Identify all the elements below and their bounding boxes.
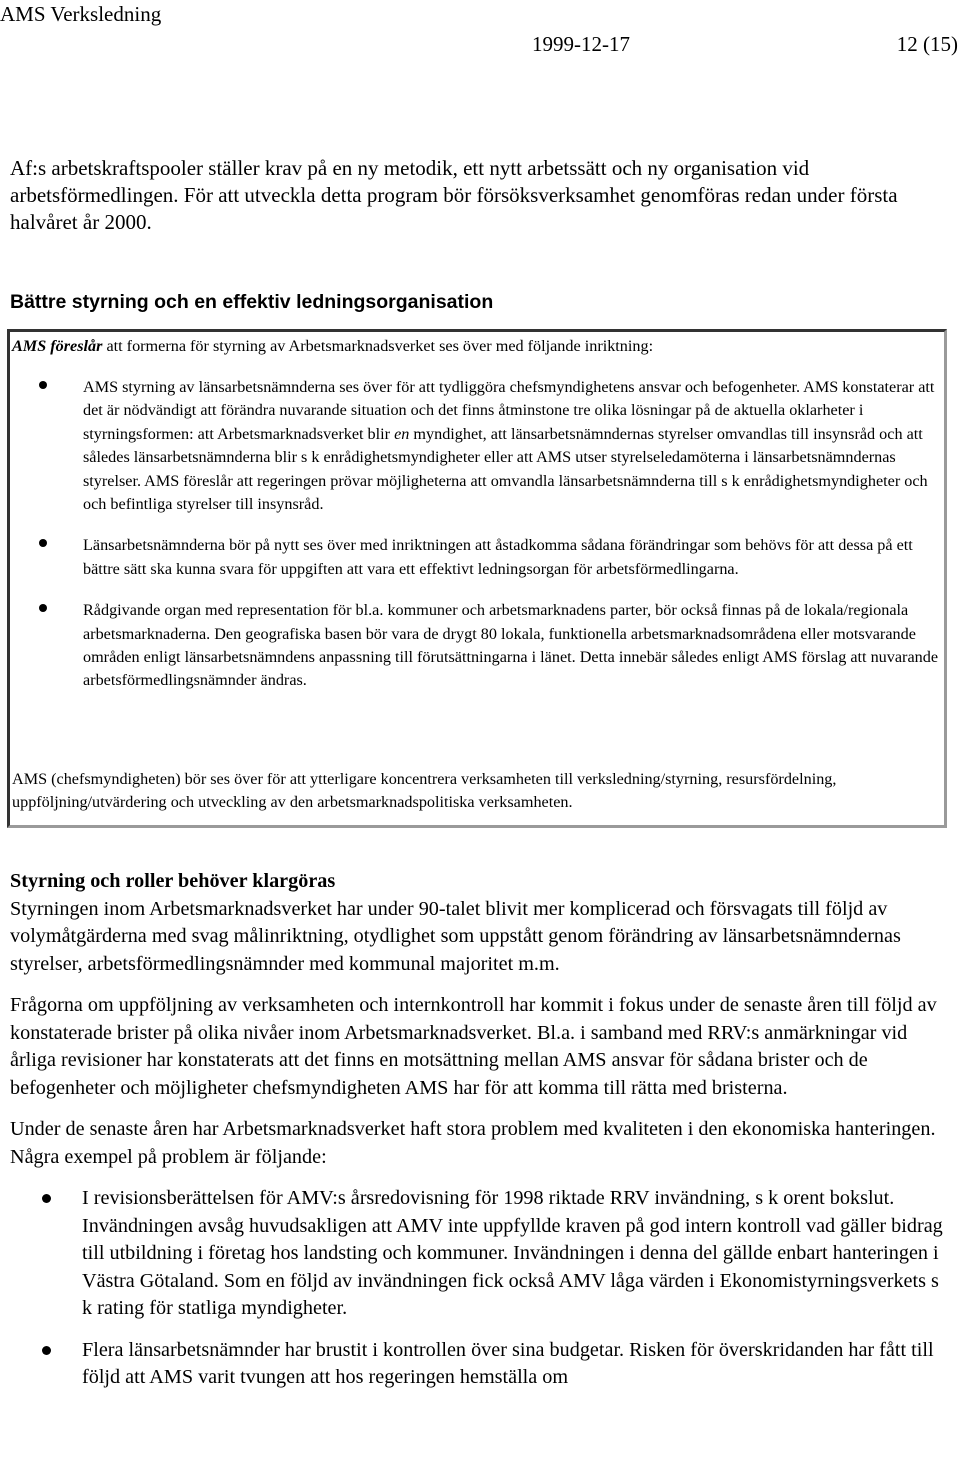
proposal-list xyxy=(10,376,940,711)
subsection-heading: Styrning och roller behöver klargöras xyxy=(10,870,336,892)
list-item xyxy=(10,1337,945,1392)
bullet-icon xyxy=(39,604,47,612)
page-header xyxy=(0,0,960,70)
paragraph: Under de senaste åren har Arbetsmarknadsverket haft stora problem med kvaliteten i den ekonomiska hanteringen. Några exempel på problem är följande: xyxy=(10,1118,936,1168)
list-item xyxy=(10,376,940,516)
bullet-icon xyxy=(42,1194,51,1203)
header-page-number: 12 (15) xyxy=(896,32,958,56)
box-lead-text: att formerna för styrning av Arbetsmarknadsverket ses över med följande inriktning: xyxy=(102,337,654,355)
box-lead xyxy=(12,335,653,358)
paragraph: Frågorna om uppföljning av verksamheten och internkontroll har kommit i fokus under de senaste åren till följd av konstaterade brister på olika nivåer inom Arbetsmarknadsverket. Bl.a. i samband med RRV:s anmärkningar vid årliga revisioner har konstaterats att det finns en motsättning mellan AMS ansvar för sådana brister och de befogenheter och möjligheter chefsmyndigheten AMS har för att komma till rätta med bristerna. xyxy=(10,994,937,1099)
list-item-emphasis: en xyxy=(394,424,410,443)
header-organization: AMS Verksledning xyxy=(0,2,162,26)
list-item xyxy=(10,534,940,581)
paragraph: Styrningen inom Arbetsmarknadsverket har under 90-talet blivit mer komplicerad och försvagats till följd av volymåtgärderna med svag målinriktning, otydlighet som uppstått genom förändring av länsarbetsnämndernas styrelser, arbetsförmedlingsnämnder med kommunal majoritet m.m. xyxy=(10,897,901,975)
proposal-box xyxy=(7,329,947,828)
list-item-text: Rådgivande organ med representation för bl.a. kommuner och arbetsmarknadens parter, bör också finnas på de lokala/regionala arbetsmarknaderna. Den geografiska basen bör vara de drygt 80 lokala, funktionella arbetsmarknadsområdena eller motsvarande områden enligt länsarbetsnämndens anpassning till förutsättningarna i länet. Detta innebär således enligt AMS förslag att nuvarande arbetsförmedlingsnämnder ändras. xyxy=(83,601,939,690)
list-item-text: Flera länsarbetsnämnder har brustit i kontrollen över sina budgetar. Risken för överskridanden har fått till följd att AMS varit tvungen att hos regeringen hemställa om xyxy=(82,1338,934,1388)
problem-list xyxy=(10,1185,945,1392)
bullet-icon xyxy=(39,539,47,547)
box-closing-text: AMS (chefsmyndigheten) bör ses över för att ytterligare koncentrera verksamheten till verksledning/styrning, resursfördelning, uppföljning/utvärdering och utveckling av den arbetsmarknadspolitiska verksamheten. xyxy=(12,770,837,812)
header-date: 1999-12-17 xyxy=(532,32,630,56)
list-item-text-start: AMS styrning av länsarbetsnämnderna ses över för att tydliggöra chefsmyndighetens ansvar och befogenheter. AMS konstaterar att det är nödvändigt att förändra nuvarande situation och det finns åtminstone tre olika lösningar på de aktuella oklarheter i styrningsformen: att Arbetsmarknadsverket blir xyxy=(83,378,935,443)
list-item-text-end: myndighet, att länsarbetsnämndernas styrelser omvandlas till insynsråd och att således länsarbetsnämnderna blir s k enrådighetsmyndigheter eller att AMS utser styrelseledamöterna i länsarbetsnämndernas styrelser. AMS föreslår att regeringen prövar möjligheterna att omvandla länsarbetsnämnderna till s k enrådighetsmyndigheter och och befintliga styrelser till insynsråd. xyxy=(83,424,928,514)
list-item-text: Länsarbetsnämnderna bör på nytt ses över med inriktningen att åstadkomma sådana förändringar som behövs för att dessa på ett bättre sätt ska kunna svara för uppgiften att vara ett effektivt ledningsorgan för arbetsförmedlingarna. xyxy=(83,536,913,578)
box-lead-emphasis: AMS föreslår xyxy=(12,337,103,355)
list-item xyxy=(10,599,940,693)
bullet-icon xyxy=(39,381,47,389)
list-item-text: I revisionsberättelsen för AMV:s årsredovisning för 1998 riktade RRV invändning, s k orent bokslut. Invändningen avsåg huvudsakligen att AMV inte uppfyllde kraven på god intern kontroll vad gäller bidrag till utbildning i företag hos landsting och kommuner. Invändningen i denna del gällde enbart hanteringen i Västra Götaland. Som en följd av invändningen fick också AMV låga värden i Ekonomistyrningsverkets s k rating för statliga myndigheter. xyxy=(82,1187,943,1319)
intro-paragraph: Af:s arbetskraftspooler ställer krav på en ny metodik, ett nytt arbetssätt och ny organisation vid arbetsförmedlingen. För att utveckla detta program bör försöksverksamhet genomföras redan under första halvåret år 2000. xyxy=(10,156,898,234)
bullet-icon xyxy=(42,1346,51,1355)
list-item xyxy=(10,1185,945,1323)
section-heading: Bättre styrning och en effektiv ledningsorganisation xyxy=(10,291,494,313)
document-body xyxy=(10,868,945,1406)
